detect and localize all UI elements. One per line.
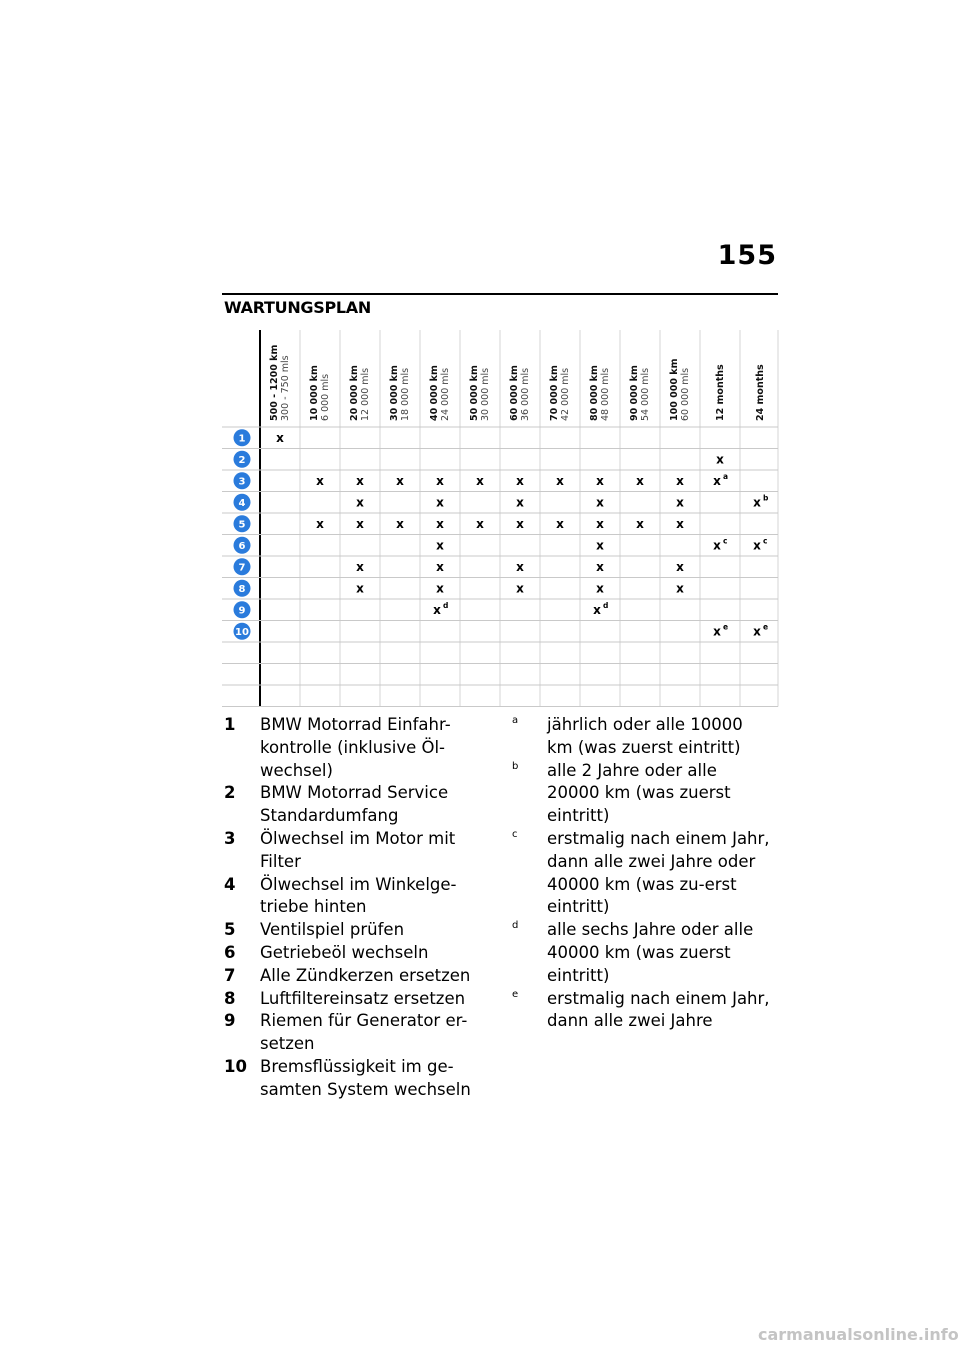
column-header bbox=[629, 365, 651, 421]
row-number-badge bbox=[234, 472, 251, 489]
column-header bbox=[349, 365, 371, 421]
section-title: WARTUNGSPLAN bbox=[224, 298, 371, 317]
footnote-text: erstmalig nach einem Jahr, dann alle zwei Jahre bbox=[547, 988, 770, 1031]
schedule-mark: x bbox=[356, 516, 364, 531]
schedule-mark: x bbox=[596, 581, 604, 596]
schedule-mark-footnote: d bbox=[443, 600, 449, 610]
badge-number: 2 bbox=[238, 454, 246, 466]
schedule-mark: x bbox=[396, 516, 404, 531]
legend-item bbox=[224, 919, 484, 942]
schedule-mark: x bbox=[596, 538, 604, 553]
schedule-mark: x bbox=[713, 473, 721, 488]
schedule-mark: x bbox=[516, 473, 524, 488]
legend-item bbox=[224, 1010, 484, 1056]
column-header bbox=[389, 365, 411, 421]
schedule-mark-footnote: a bbox=[723, 471, 729, 481]
schedule-mark: x bbox=[516, 581, 524, 596]
schedule-mark: x bbox=[596, 495, 604, 510]
schedule-mark: x bbox=[436, 516, 444, 531]
schedule-mark-footnote: e bbox=[763, 622, 769, 632]
footnotes-list bbox=[512, 714, 772, 1033]
schedule-mark: x bbox=[676, 581, 684, 596]
footnote-item bbox=[512, 760, 772, 828]
column-header-km: 50 000 km bbox=[469, 365, 480, 421]
row-number-badge bbox=[234, 429, 251, 446]
page-number: 155 bbox=[717, 240, 777, 271]
schedule-mark: x bbox=[436, 581, 444, 596]
footnote-key: d bbox=[512, 920, 519, 932]
schedule-mark: x bbox=[516, 516, 524, 531]
schedule-mark-footnote: d bbox=[603, 600, 609, 610]
schedule-mark: x bbox=[436, 473, 444, 488]
legend-number: 4 bbox=[224, 874, 236, 894]
schedule-mark: x bbox=[436, 495, 444, 510]
column-header-mls: 60 000 mls bbox=[680, 367, 691, 421]
column-header-mls: 6 000 mls bbox=[320, 373, 331, 421]
legend-text: Ventilspiel prüfen bbox=[260, 920, 405, 940]
badge-number: 1 bbox=[238, 433, 246, 445]
schedule-mark-footnote: c bbox=[723, 536, 728, 546]
schedule-mark-footnote: c bbox=[763, 536, 768, 546]
footnote-text: erstmalig nach einem Jahr, dann alle zwei Jahre oder 40000 km (was zu-erst eintritt) bbox=[547, 828, 770, 917]
legend-text: Ölwechsel im Motor mit Filter bbox=[260, 828, 456, 871]
row-number-badge bbox=[234, 623, 251, 640]
schedule-mark: x bbox=[676, 473, 684, 488]
column-header-km: 80 000 km bbox=[589, 365, 600, 421]
footnote-item bbox=[512, 714, 772, 760]
legend-number: 2 bbox=[224, 783, 236, 803]
schedule-mark: x bbox=[713, 624, 721, 639]
row-number-badge bbox=[234, 580, 251, 597]
schedule-mark: x bbox=[476, 516, 484, 531]
legend-item bbox=[224, 828, 484, 874]
legend-number: 7 bbox=[224, 965, 236, 985]
footnote-key: a bbox=[512, 715, 519, 726]
legend-item bbox=[224, 988, 484, 1011]
legend-text: Ölwechsel im Winkelge-triebe hinten bbox=[260, 874, 457, 917]
schedule-mark: x bbox=[436, 559, 444, 574]
footnote-key: b bbox=[512, 760, 519, 772]
schedule-mark: x bbox=[676, 559, 684, 574]
schedule-mark: x bbox=[316, 516, 324, 531]
column-header-km: 70 000 km bbox=[549, 365, 560, 421]
row-number-badge bbox=[234, 558, 251, 575]
schedule-mark: x bbox=[433, 602, 441, 617]
row-number-badge bbox=[234, 515, 251, 532]
legend-item bbox=[224, 965, 484, 988]
column-header-mls: 24 000 mls bbox=[440, 367, 451, 421]
badge-number: 8 bbox=[238, 583, 246, 595]
column-header-mls: 42 000 mls bbox=[560, 367, 571, 421]
footnote-text: jährlich oder alle 10000 km (was zuerst eintritt) bbox=[547, 715, 743, 757]
column-header bbox=[549, 365, 571, 421]
legend-text: Luftfiltereinsatz ersetzen bbox=[260, 988, 466, 1008]
legend-item bbox=[224, 942, 484, 965]
schedule-mark: x bbox=[596, 516, 604, 531]
column-header-mls: 48 000 mls bbox=[600, 367, 611, 421]
schedule-mark: x bbox=[316, 473, 324, 488]
schedule-mark: x bbox=[636, 473, 644, 488]
column-header bbox=[715, 364, 726, 421]
column-header-km: 12 months bbox=[715, 364, 726, 421]
badge-number: 5 bbox=[238, 519, 246, 531]
legend-item bbox=[224, 1056, 484, 1102]
column-header-km: 24 months bbox=[755, 364, 766, 421]
legend-number: 9 bbox=[224, 1011, 236, 1031]
schedule-mark: x bbox=[356, 473, 364, 488]
legend-text: Alle Zündkerzen ersetzen bbox=[260, 965, 471, 985]
schedule-mark: x bbox=[596, 559, 604, 574]
legend-number: 5 bbox=[224, 920, 236, 940]
column-header-mls: 18 000 mls bbox=[400, 367, 411, 421]
column-header-km: 40 000 km bbox=[429, 365, 440, 421]
column-header bbox=[669, 358, 691, 421]
footnote-item bbox=[512, 919, 772, 987]
schedule-mark: x bbox=[753, 495, 761, 510]
schedule-mark: x bbox=[356, 495, 364, 510]
legend-text: BMW Motorrad Service Standardumfang bbox=[260, 783, 449, 826]
legend-item bbox=[224, 782, 484, 828]
schedule-mark: x bbox=[716, 452, 724, 467]
column-header-km: 10 000 km bbox=[309, 365, 320, 421]
legend-number: 8 bbox=[224, 988, 236, 1008]
column-header bbox=[469, 365, 491, 421]
badge-number: 4 bbox=[238, 497, 246, 509]
legend-number: 3 bbox=[224, 828, 236, 848]
schedule-mark-footnote: e bbox=[723, 622, 729, 632]
badge-number: 6 bbox=[238, 540, 246, 552]
schedule-mark: x bbox=[636, 516, 644, 531]
column-header-km: 500 - 1200 km bbox=[269, 344, 280, 421]
legend-number: 10 bbox=[224, 1056, 247, 1076]
footnote-text: alle sechs Jahre oder alle 40000 km (was zuerst eintritt) bbox=[547, 920, 754, 985]
footnote-key: c bbox=[512, 828, 518, 840]
column-header-mls: 54 000 mls bbox=[640, 367, 651, 421]
column-header-mls: 30 000 mls bbox=[480, 367, 491, 421]
row-number-badge bbox=[234, 451, 251, 468]
legend-text: Riemen für Generator er-setzen bbox=[260, 1011, 468, 1054]
schedule-mark: x bbox=[556, 473, 564, 488]
legend-list bbox=[224, 714, 484, 1102]
schedule-mark: x bbox=[753, 624, 761, 639]
schedule-mark: x bbox=[516, 559, 524, 574]
schedule-mark-footnote: b bbox=[763, 493, 769, 503]
legend-number: 6 bbox=[224, 942, 236, 962]
schedule-mark: x bbox=[676, 516, 684, 531]
row-number-badge bbox=[234, 494, 251, 511]
column-header-km: 90 000 km bbox=[629, 365, 640, 421]
watermark: carmanualsonline.info bbox=[758, 1325, 959, 1344]
schedule-mark: x bbox=[276, 430, 284, 445]
column-header-mls: 12 000 mls bbox=[360, 367, 371, 421]
column-header-km: 60 000 km bbox=[509, 365, 520, 421]
column-header bbox=[755, 364, 766, 421]
schedule-mark: x bbox=[396, 473, 404, 488]
legend-text: Bremsflüssigkeit im ge-samten System wechseln bbox=[260, 1056, 471, 1099]
column-header-km: 100 000 km bbox=[669, 358, 680, 421]
column-header-mls: 36 000 mls bbox=[520, 367, 531, 421]
schedule-mark: x bbox=[593, 602, 601, 617]
schedule-mark: x bbox=[436, 538, 444, 553]
legend-text: Getriebeöl wechseln bbox=[260, 942, 429, 962]
legend-text: BMW Motorrad Einfahr-kontrolle (inklusive Öl-wechsel) bbox=[260, 715, 451, 780]
footnote-item bbox=[512, 828, 772, 919]
badge-number: 7 bbox=[238, 562, 246, 574]
schedule-mark: x bbox=[753, 538, 761, 553]
footnote-item bbox=[512, 988, 772, 1034]
badge-number: 3 bbox=[238, 476, 246, 488]
schedule-mark: x bbox=[556, 516, 564, 531]
legend-number: 1 bbox=[224, 715, 236, 734]
column-header bbox=[509, 365, 531, 421]
badge-number: 9 bbox=[238, 605, 246, 617]
column-header-km: 20 000 km bbox=[349, 365, 360, 421]
row-number-badge bbox=[234, 537, 251, 554]
row-number-badge bbox=[234, 601, 251, 618]
schedule-mark: x bbox=[713, 538, 721, 553]
column-header-mls: 300 - 750 mls bbox=[280, 355, 291, 421]
column-header bbox=[309, 365, 331, 421]
footnote-key: e bbox=[512, 988, 519, 1000]
column-header bbox=[429, 365, 451, 421]
schedule-mark: x bbox=[676, 495, 684, 510]
schedule-mark: x bbox=[356, 559, 364, 574]
column-header bbox=[269, 345, 291, 421]
badge-number: 10 bbox=[235, 626, 249, 638]
schedule-mark: x bbox=[476, 473, 484, 488]
schedule-mark: x bbox=[596, 473, 604, 488]
legend-item bbox=[224, 874, 484, 920]
footnote-text: alle 2 Jahre oder alle 20000 km (was zuerst eintritt) bbox=[547, 760, 731, 826]
column-header bbox=[589, 365, 611, 421]
column-header-km: 30 000 km bbox=[389, 365, 400, 421]
legend-item bbox=[224, 714, 484, 782]
schedule-mark: x bbox=[516, 495, 524, 510]
schedule-mark: x bbox=[356, 581, 364, 596]
